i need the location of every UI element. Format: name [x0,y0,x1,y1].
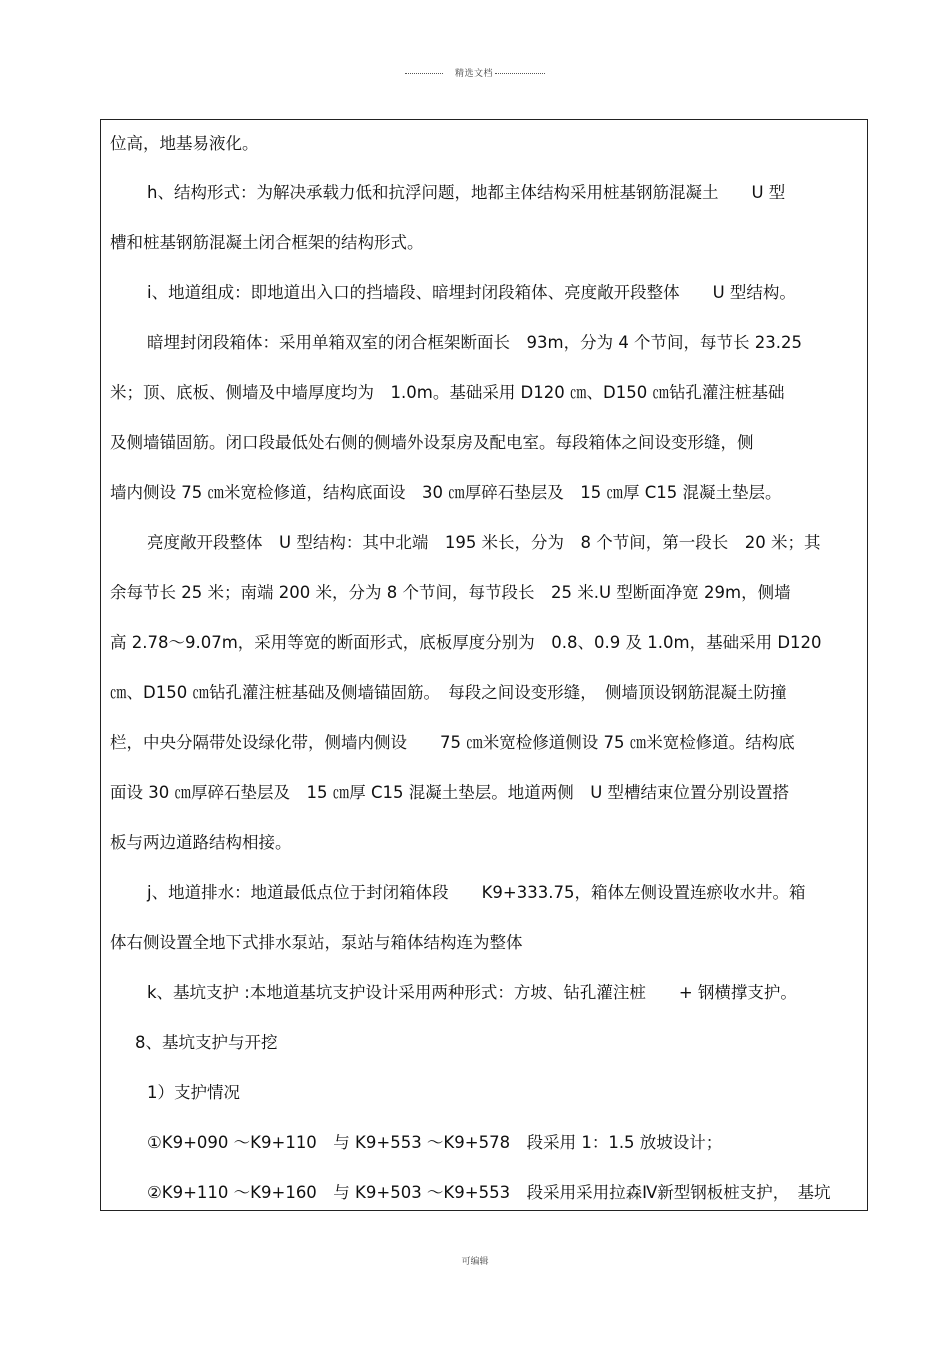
text-line: 高 2.78～9.07m，采用等宽的断面形式，底板厚度分别为 0.8、0.9 及 1.0m，基础采用 D120 [110,633,822,652]
text-line: 栏，中央分隔带处设绿化带，侧墙内侧设 75 ㎝米宽检修道侧设 75 ㎝米宽检修道。结构底 [110,733,795,752]
header-text: 精选文档 [454,69,493,79]
text-line: i、地道组成：即地道出入口的挡墙段、暗埋封闭段箱体、亮度敞开段整体 U 型结构。 [147,283,796,302]
header-dash-right [495,73,545,74]
text-line: 墙内侧设 75 ㎝米宽检修道，结构底面设 30 ㎝厚碎石垫层及 15 ㎝厚 C15 混凝土垫层。 [110,483,782,502]
text-line: ①K9+090 ～K9+110 与 K9+553 ～K9+578 段采用 1：1.5 放坡设计； [147,1133,723,1152]
text-line: 暗埋封闭段箱体：采用单箱双室的闭合框架断面长 93m，分为 4 个节间，每节长 23.25 [147,333,803,352]
text-line: 体右侧设置全地下式排水泵站，泵站与箱体结构连为整体 [110,933,523,952]
text-line: ②K9+110 ～K9+160 与 K9+503 ～K9+553 段采用采用拉森Ⅳ新型钢板桩支护， 基坑 [147,1183,831,1202]
subsection-heading: 1）支护情况 [147,1083,240,1102]
text-line: ㎝、D150 ㎝钻孔灌注桩基础及侧墙锚固筋。 每段之间设变形缝， 侧墙顶设钢筋混凝土防撞 [110,683,787,702]
text-line: 槽和桩基钢筋混凝土闭合框架的结构形式。 [110,233,424,252]
document-frame [100,119,868,1211]
text-line: k、基坑支护 :本地道基坑支护设计采用两种形式：方坡、钻孔灌注桩 + 钢横撑支护。 [147,983,797,1002]
page-header [0,66,950,79]
header-dash-left [405,73,443,74]
text-line: 亮度敞开段整体 U 型结构：其中北端 195 米长，分为 8 个节间，第一段长 20 米；其 [147,533,821,552]
text-line: 米；顶、底板、侧墙及中墙厚度均为 1.0m。基础采用 D120 ㎝、D150 ㎝钻孔灌注桩基础 [110,383,785,402]
page-footer: 可编辑 [461,1257,489,1267]
text-line: h、结构形式：为解决承载力低和抗浮问题，地都主体结构采用桩基钢筋混凝土 U 型 [147,183,786,202]
text-line: 余每节长 25 米；南端 200 米，分为 8 个节间，每节段长 25 米.U 型断面净宽 29m，侧墙 [110,583,791,602]
text-line: 位高，地基易液化。 [110,134,259,153]
text-line: 板与两边道路结构相接。 [110,833,292,852]
text-line: j、地道排水：地道最低点位于封闭箱体段 K9+333.75，箱体左侧设置连瘀收水井。箱 [147,883,806,902]
text-line: 及侧墙锚固筋。闭口段最低处右侧的侧墙外设泵房及配电室。每段箱体之间设变形缝，侧 [110,433,754,452]
text-line: 面设 30 ㎝厚碎石垫层及 15 ㎝厚 C15 混凝土垫层。地道两侧 U 型槽结束位置分别设置搭 [110,783,790,802]
document-body [110,120,859,1211]
section-heading: 8、基坑支护与开挖 [135,1033,278,1052]
